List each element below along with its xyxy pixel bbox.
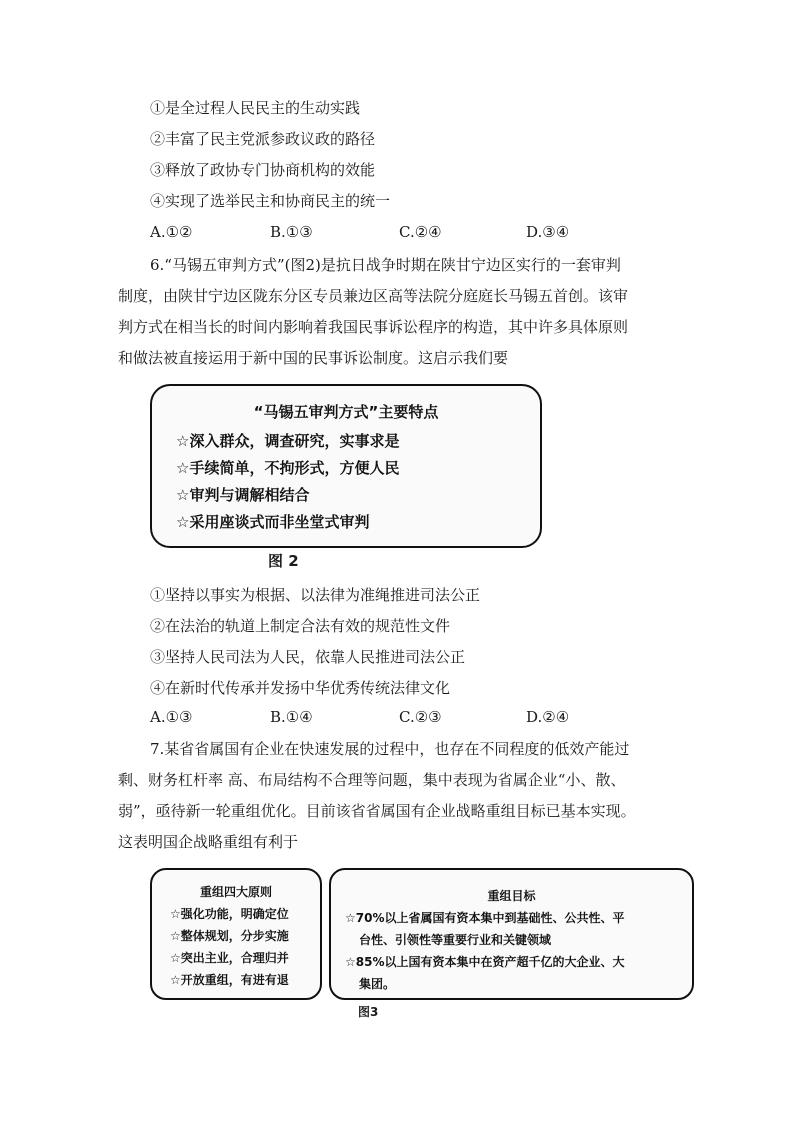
- q5-option-d[interactable]: D.③④: [526, 223, 570, 241]
- figure-2-title: “马锡五审判方式”主要特点: [253, 403, 439, 421]
- figure-3-principle-1: ☆强化功能，明确定位: [170, 907, 289, 921]
- q6-stem-line-2: 制度，由陕甘宁边区陇东分区专员兼边区高等法院分庭庭长马锡五首创。该审: [118, 287, 629, 305]
- figure-3-principle-2: ☆整体规划，分步实施: [170, 929, 289, 943]
- figure-3-principles-title: 重组四大原则: [199, 885, 272, 899]
- figure-3-goal-line-1: ☆70%以上省属国有资本集中到基础性、公共性、平: [345, 911, 625, 925]
- q7-stem-line-3: 弱”，亟待新一轮重组优化。目前该省省属国有企业战略重组目标已基本实现。: [118, 802, 636, 820]
- figure-3-principle-4: ☆开放重组，有进有退: [170, 973, 289, 987]
- q6-statement-1: ①坚持以事实为根据、以法律为准绳推进司法公正: [150, 586, 481, 604]
- figure-3-principles-box: [150, 868, 322, 1000]
- figure-2-item-3: ☆审判与调解相结合: [176, 486, 310, 504]
- q6-stem-line-4: 和做法被直接运用于新中国的民事诉讼制度。这启示我们要: [118, 349, 509, 367]
- q6-option-b[interactable]: B.①④: [270, 708, 313, 726]
- q5-option-c[interactable]: C.②④: [399, 223, 442, 241]
- figure-2-item-1: ☆深入群众，调查研究，实事求是: [176, 432, 400, 450]
- q6-stem-line-1: 6.“马锡五审判方式”(图2)是抗日战争时期在陕甘宁边区实行的一套审判: [150, 256, 621, 274]
- figure-2-caption: 图 2: [268, 552, 299, 570]
- q5-statement-3: ③释放了政协专门协商机构的效能: [150, 161, 376, 179]
- q7-stem-line-2: 剩、财务杠杆率 高、布局结构不合理等问题，集中表现为省属企业“小、散、: [118, 771, 626, 789]
- q5-option-a[interactable]: A.①②: [150, 223, 193, 241]
- q6-option-d[interactable]: D.②④: [526, 708, 570, 726]
- figure-2-item-4: ☆采用座谈式而非坐堂式审判: [176, 513, 370, 531]
- q6-statement-4: ④在新时代传承并发扬中华优秀传统法律文化: [150, 679, 451, 697]
- figure-2-box: [150, 384, 542, 548]
- q5-statement-4: ④实现了选举民主和协商民主的统一: [150, 192, 391, 210]
- figure-3-goals-box: [329, 868, 694, 1000]
- q6-statement-2: ②在法治的轨道上制定合法有效的规范性文件: [150, 617, 451, 635]
- q6-stem: [118, 250, 674, 374]
- figure-3-goal-line-2: 台性、引领性等重要行业和关键领域: [359, 933, 552, 947]
- q7-stem-line-4: 这表明国企战略重组有利于: [118, 833, 299, 851]
- q5-option-b[interactable]: B.①③: [270, 223, 313, 241]
- q6-statement-3: ③坚持人民司法为人民，依靠人民推进司法公正: [150, 648, 466, 666]
- q5-statement-1: ①是全过程人民民主的生动实践: [150, 99, 361, 117]
- q6-option-c[interactable]: C.②③: [399, 708, 442, 726]
- figure-3-goal-line-4: 集团。: [359, 977, 396, 991]
- q5-statement-2: ②丰富了民主党派参政议政的路径: [150, 130, 376, 148]
- q7-stem: [118, 734, 674, 858]
- figure-3-goals-title: 重组目标: [487, 889, 536, 903]
- q7-stem-line-1: 7.某省省属国有企业在快速发展的过程中，也存在不同程度的低效产能过: [150, 740, 630, 758]
- q6-option-a[interactable]: A.①③: [150, 708, 193, 726]
- figure-3-goal-line-3: ☆85%以上国有资本集中在资产超千亿的大企业、大: [345, 955, 625, 969]
- q6-stem-line-3: 判方式在相当长的时间内影响着我国民事诉讼程序的构造，其中许多具体原则: [118, 318, 629, 336]
- figure-3-caption: 图3: [358, 1005, 379, 1019]
- figure-2-item-2: ☆手续简单，不拘形式，方便人民: [176, 459, 400, 477]
- figure-3-principle-3: ☆突出主业，合理归并: [170, 951, 289, 965]
